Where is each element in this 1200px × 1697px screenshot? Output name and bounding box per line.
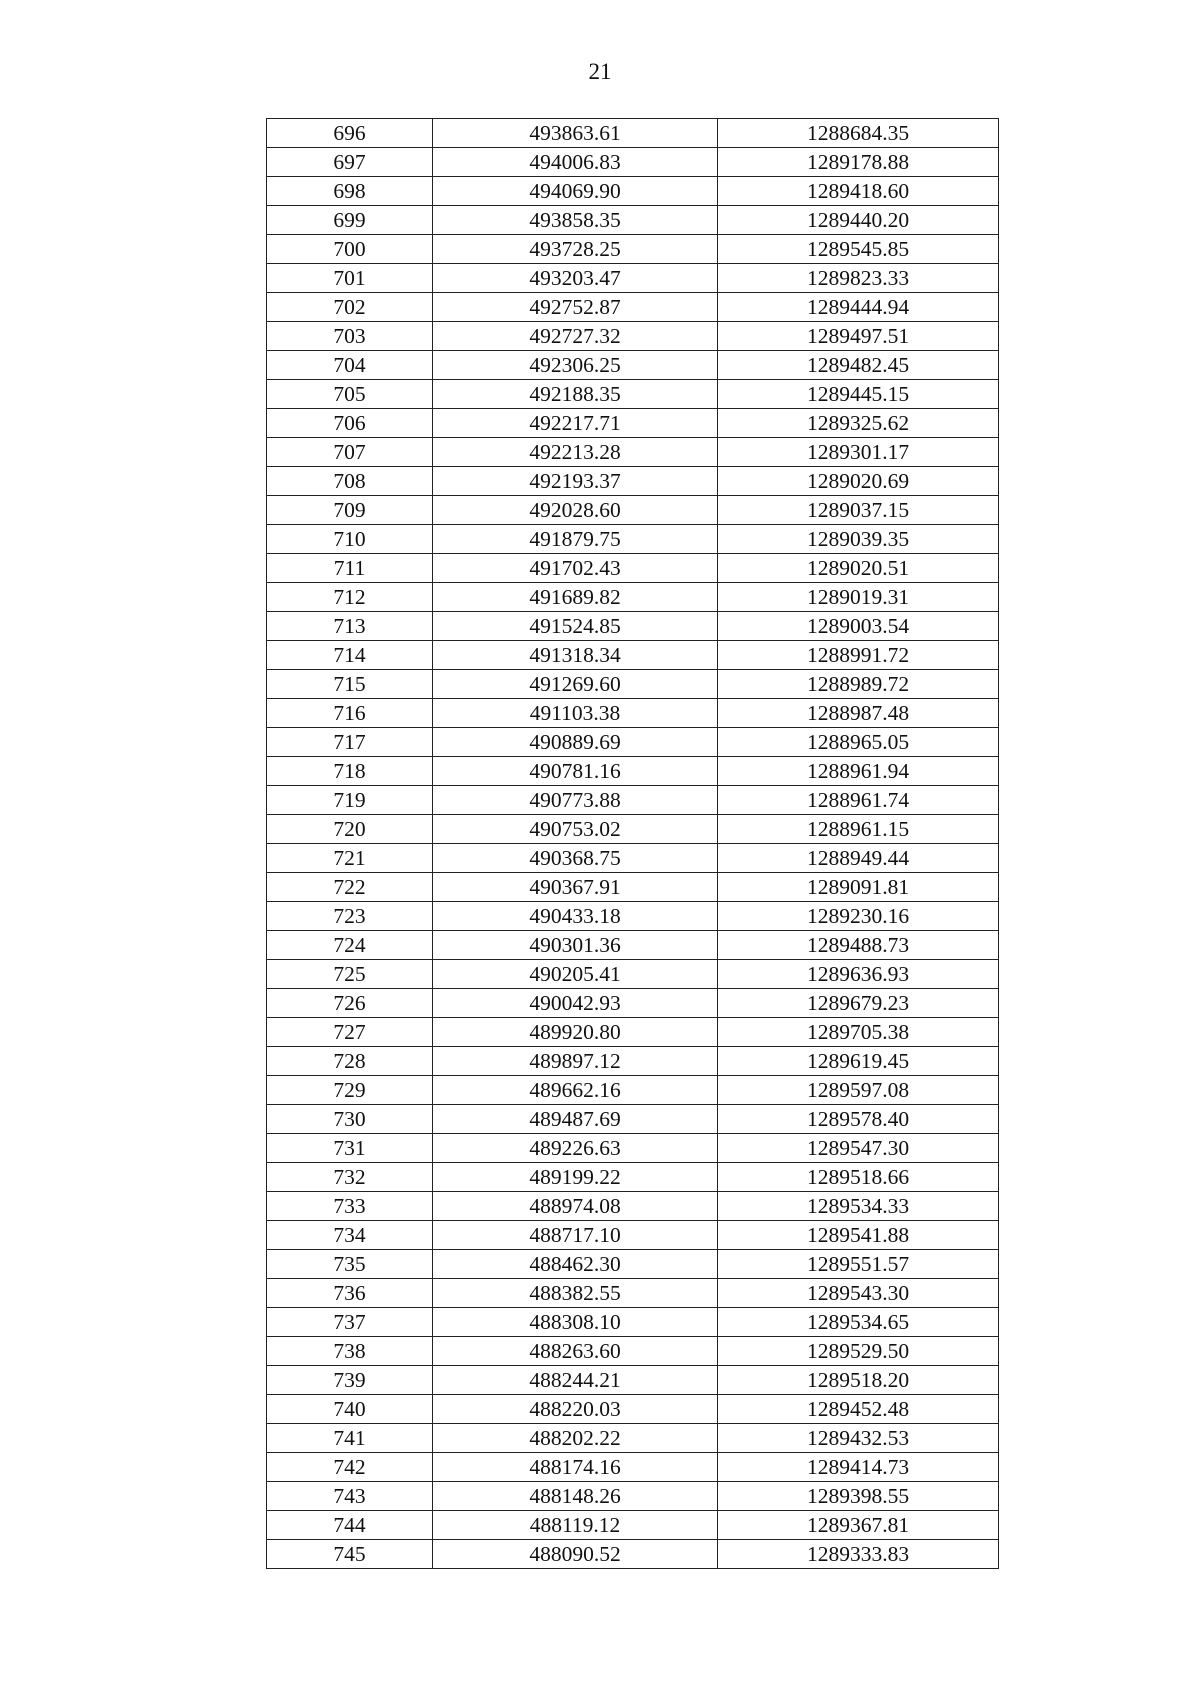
point-number-cell: 697 — [267, 148, 433, 177]
x-coordinate-cell: 488462.30 — [433, 1250, 718, 1279]
table-row — [267, 1047, 999, 1076]
point-number-cell: 744 — [267, 1511, 433, 1540]
x-coordinate-cell: 491524.85 — [433, 612, 718, 641]
x-coordinate-cell: 490367.91 — [433, 873, 718, 902]
table-row — [267, 902, 999, 931]
y-coordinate-cell: 1289543.30 — [718, 1279, 999, 1308]
y-coordinate-cell: 1289534.65 — [718, 1308, 999, 1337]
point-number-cell: 733 — [267, 1192, 433, 1221]
table-row — [267, 177, 999, 206]
x-coordinate-cell: 488148.26 — [433, 1482, 718, 1511]
x-coordinate-cell: 492188.35 — [433, 380, 718, 409]
table-row — [267, 844, 999, 873]
point-number-cell: 714 — [267, 641, 433, 670]
table-row — [267, 612, 999, 641]
x-coordinate-cell: 490753.02 — [433, 815, 718, 844]
y-coordinate-cell: 1288961.15 — [718, 815, 999, 844]
point-number-cell: 719 — [267, 786, 433, 815]
point-number-cell: 736 — [267, 1279, 433, 1308]
y-coordinate-cell: 1289019.31 — [718, 583, 999, 612]
x-coordinate-cell: 491702.43 — [433, 554, 718, 583]
point-number-cell: 711 — [267, 554, 433, 583]
x-coordinate-cell: 490205.41 — [433, 960, 718, 989]
point-number-cell: 710 — [267, 525, 433, 554]
point-number-cell: 716 — [267, 699, 433, 728]
y-coordinate-cell: 1289020.69 — [718, 467, 999, 496]
table-row — [267, 786, 999, 815]
point-number-cell: 699 — [267, 206, 433, 235]
x-coordinate-cell: 493728.25 — [433, 235, 718, 264]
point-number-cell: 706 — [267, 409, 433, 438]
table-row — [267, 1279, 999, 1308]
x-coordinate-cell: 492217.71 — [433, 409, 718, 438]
y-coordinate-cell: 1289418.60 — [718, 177, 999, 206]
x-coordinate-cell: 493203.47 — [433, 264, 718, 293]
y-coordinate-cell: 1289551.57 — [718, 1250, 999, 1279]
y-coordinate-cell: 1289020.51 — [718, 554, 999, 583]
point-number-cell: 728 — [267, 1047, 433, 1076]
x-coordinate-cell: 488174.16 — [433, 1453, 718, 1482]
x-coordinate-cell: 490889.69 — [433, 728, 718, 757]
point-number-cell: 741 — [267, 1424, 433, 1453]
x-coordinate-cell: 489199.22 — [433, 1163, 718, 1192]
x-coordinate-cell: 492028.60 — [433, 496, 718, 525]
point-number-cell: 698 — [267, 177, 433, 206]
x-coordinate-cell: 491318.34 — [433, 641, 718, 670]
x-coordinate-cell: 490773.88 — [433, 786, 718, 815]
table-row — [267, 1308, 999, 1337]
table-row — [267, 699, 999, 728]
point-number-cell: 742 — [267, 1453, 433, 1482]
y-coordinate-cell: 1289578.40 — [718, 1105, 999, 1134]
x-coordinate-cell: 491269.60 — [433, 670, 718, 699]
point-number-cell: 705 — [267, 380, 433, 409]
point-number-cell: 735 — [267, 1250, 433, 1279]
point-number-cell: 709 — [267, 496, 433, 525]
y-coordinate-cell: 1289414.73 — [718, 1453, 999, 1482]
table-row — [267, 1250, 999, 1279]
y-coordinate-cell: 1289679.23 — [718, 989, 999, 1018]
point-number-cell: 700 — [267, 235, 433, 264]
x-coordinate-cell: 488202.22 — [433, 1424, 718, 1453]
y-coordinate-cell: 1289529.50 — [718, 1337, 999, 1366]
x-coordinate-cell: 492752.87 — [433, 293, 718, 322]
table-row — [267, 1482, 999, 1511]
y-coordinate-cell: 1289178.88 — [718, 148, 999, 177]
y-coordinate-cell: 1289039.35 — [718, 525, 999, 554]
point-number-cell: 725 — [267, 960, 433, 989]
y-coordinate-cell: 1289518.66 — [718, 1163, 999, 1192]
point-number-cell: 738 — [267, 1337, 433, 1366]
x-coordinate-cell: 492213.28 — [433, 438, 718, 467]
table-row — [267, 380, 999, 409]
table-row — [267, 989, 999, 1018]
table-row — [267, 1076, 999, 1105]
table-row — [267, 148, 999, 177]
x-coordinate-cell: 489487.69 — [433, 1105, 718, 1134]
table-row — [267, 1511, 999, 1540]
point-number-cell: 720 — [267, 815, 433, 844]
x-coordinate-cell: 492727.32 — [433, 322, 718, 351]
x-coordinate-cell: 491689.82 — [433, 583, 718, 612]
x-coordinate-cell: 490301.36 — [433, 931, 718, 960]
y-coordinate-cell: 1288991.72 — [718, 641, 999, 670]
point-number-cell: 718 — [267, 757, 433, 786]
y-coordinate-cell: 1289823.33 — [718, 264, 999, 293]
x-coordinate-cell: 494006.83 — [433, 148, 718, 177]
x-coordinate-cell: 490781.16 — [433, 757, 718, 786]
point-number-cell: 704 — [267, 351, 433, 380]
y-coordinate-cell: 1289705.38 — [718, 1018, 999, 1047]
table-row — [267, 1540, 999, 1569]
page-number: 21 — [588, 59, 612, 84]
point-number-cell: 727 — [267, 1018, 433, 1047]
point-number-cell: 730 — [267, 1105, 433, 1134]
point-number-cell: 726 — [267, 989, 433, 1018]
point-number-cell: 734 — [267, 1221, 433, 1250]
table-row — [267, 1424, 999, 1453]
y-coordinate-cell: 1288965.05 — [718, 728, 999, 757]
y-coordinate-cell: 1289037.15 — [718, 496, 999, 525]
point-number-cell: 715 — [267, 670, 433, 699]
table-row — [267, 409, 999, 438]
x-coordinate-cell: 492306.25 — [433, 351, 718, 380]
table-row — [267, 264, 999, 293]
point-number-cell: 717 — [267, 728, 433, 757]
x-coordinate-cell: 488717.10 — [433, 1221, 718, 1250]
point-number-cell: 722 — [267, 873, 433, 902]
x-coordinate-cell: 490042.93 — [433, 989, 718, 1018]
table-row — [267, 1453, 999, 1482]
table-row — [267, 1134, 999, 1163]
y-coordinate-cell: 1289091.81 — [718, 873, 999, 902]
table-row — [267, 496, 999, 525]
point-number-cell: 696 — [267, 119, 433, 148]
point-number-cell: 707 — [267, 438, 433, 467]
x-coordinate-cell: 490433.18 — [433, 902, 718, 931]
point-number-cell: 731 — [267, 1134, 433, 1163]
x-coordinate-cell: 488974.08 — [433, 1192, 718, 1221]
table-row — [267, 1221, 999, 1250]
x-coordinate-cell: 488090.52 — [433, 1540, 718, 1569]
table-row — [267, 119, 999, 148]
y-coordinate-cell: 1289003.54 — [718, 612, 999, 641]
point-number-cell: 740 — [267, 1395, 433, 1424]
point-number-cell: 745 — [267, 1540, 433, 1569]
table-row — [267, 1395, 999, 1424]
table-row — [267, 873, 999, 902]
y-coordinate-cell: 1288987.48 — [718, 699, 999, 728]
y-coordinate-cell: 1289518.20 — [718, 1366, 999, 1395]
table-row — [267, 1105, 999, 1134]
y-coordinate-cell: 1289432.53 — [718, 1424, 999, 1453]
y-coordinate-cell: 1289482.45 — [718, 351, 999, 380]
table-row — [267, 641, 999, 670]
table-row — [267, 1337, 999, 1366]
y-coordinate-cell: 1289545.85 — [718, 235, 999, 264]
coordinates-table-body — [267, 119, 999, 1569]
table-row — [267, 206, 999, 235]
y-coordinate-cell: 1289534.33 — [718, 1192, 999, 1221]
x-coordinate-cell: 492193.37 — [433, 467, 718, 496]
table-row — [267, 322, 999, 351]
point-number-cell: 743 — [267, 1482, 433, 1511]
y-coordinate-cell: 1289230.16 — [718, 902, 999, 931]
point-number-cell: 721 — [267, 844, 433, 873]
table-row — [267, 525, 999, 554]
y-coordinate-cell: 1289597.08 — [718, 1076, 999, 1105]
table-row — [267, 815, 999, 844]
x-coordinate-cell: 493863.61 — [433, 119, 718, 148]
x-coordinate-cell: 489662.16 — [433, 1076, 718, 1105]
table-row — [267, 235, 999, 264]
point-number-cell: 739 — [267, 1366, 433, 1395]
x-coordinate-cell: 489920.80 — [433, 1018, 718, 1047]
point-number-cell: 708 — [267, 467, 433, 496]
table-row — [267, 1163, 999, 1192]
x-coordinate-cell: 494069.90 — [433, 177, 718, 206]
table-row — [267, 583, 999, 612]
table-row — [267, 467, 999, 496]
y-coordinate-cell: 1288949.44 — [718, 844, 999, 873]
y-coordinate-cell: 1289367.81 — [718, 1511, 999, 1540]
table-row — [267, 728, 999, 757]
point-number-cell: 712 — [267, 583, 433, 612]
y-coordinate-cell: 1289333.83 — [718, 1540, 999, 1569]
x-coordinate-cell: 488263.60 — [433, 1337, 718, 1366]
table-row — [267, 757, 999, 786]
x-coordinate-cell: 488308.10 — [433, 1308, 718, 1337]
y-coordinate-cell: 1289541.88 — [718, 1221, 999, 1250]
y-coordinate-cell: 1289452.48 — [718, 1395, 999, 1424]
point-number-cell: 729 — [267, 1076, 433, 1105]
x-coordinate-cell: 491879.75 — [433, 525, 718, 554]
y-coordinate-cell: 1289440.20 — [718, 206, 999, 235]
point-number-cell: 732 — [267, 1163, 433, 1192]
table-row — [267, 293, 999, 322]
x-coordinate-cell: 489226.63 — [433, 1134, 718, 1163]
coordinates-table — [266, 118, 999, 1569]
y-coordinate-cell: 1289398.55 — [718, 1482, 999, 1511]
point-number-cell: 723 — [267, 902, 433, 931]
table-row — [267, 438, 999, 467]
y-coordinate-cell: 1289301.17 — [718, 438, 999, 467]
y-coordinate-cell: 1288961.94 — [718, 757, 999, 786]
table-row — [267, 960, 999, 989]
x-coordinate-cell: 490368.75 — [433, 844, 718, 873]
point-number-cell: 737 — [267, 1308, 433, 1337]
table-row — [267, 1366, 999, 1395]
point-number-cell: 724 — [267, 931, 433, 960]
y-coordinate-cell: 1288684.35 — [718, 119, 999, 148]
x-coordinate-cell: 488244.21 — [433, 1366, 718, 1395]
y-coordinate-cell: 1289445.15 — [718, 380, 999, 409]
table-row — [267, 1192, 999, 1221]
y-coordinate-cell: 1289497.51 — [718, 322, 999, 351]
y-coordinate-cell: 1289488.73 — [718, 931, 999, 960]
x-coordinate-cell: 491103.38 — [433, 699, 718, 728]
point-number-cell: 701 — [267, 264, 433, 293]
point-number-cell: 702 — [267, 293, 433, 322]
table-row — [267, 554, 999, 583]
table-row — [267, 670, 999, 699]
y-coordinate-cell: 1289547.30 — [718, 1134, 999, 1163]
point-number-cell: 703 — [267, 322, 433, 351]
x-coordinate-cell: 488382.55 — [433, 1279, 718, 1308]
x-coordinate-cell: 493858.35 — [433, 206, 718, 235]
y-coordinate-cell: 1289325.62 — [718, 409, 999, 438]
table-row — [267, 1018, 999, 1047]
y-coordinate-cell: 1289636.93 — [718, 960, 999, 989]
point-number-cell: 713 — [267, 612, 433, 641]
x-coordinate-cell: 488119.12 — [433, 1511, 718, 1540]
table-row — [267, 931, 999, 960]
y-coordinate-cell: 1288989.72 — [718, 670, 999, 699]
y-coordinate-cell: 1289619.45 — [718, 1047, 999, 1076]
x-coordinate-cell: 488220.03 — [433, 1395, 718, 1424]
table-row — [267, 351, 999, 380]
y-coordinate-cell: 1289444.94 — [718, 293, 999, 322]
y-coordinate-cell: 1288961.74 — [718, 786, 999, 815]
x-coordinate-cell: 489897.12 — [433, 1047, 718, 1076]
